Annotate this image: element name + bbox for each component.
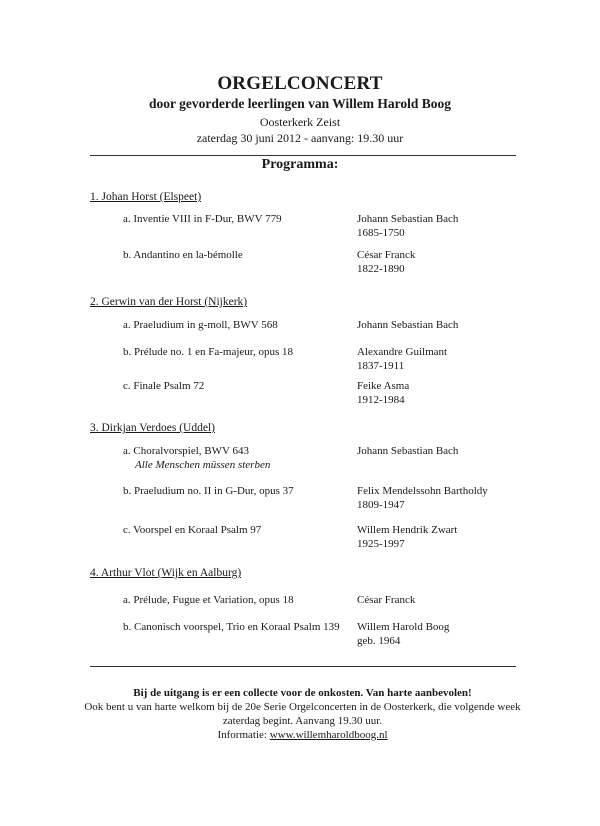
composer-years: 1685-1750: [357, 227, 405, 239]
piece-title: a. Praeludium in g-moll, BWV 568: [123, 319, 278, 331]
venue-text: Oosterkerk Zeist: [259, 115, 341, 129]
piece-title: c. Finale Psalm 72: [123, 380, 205, 392]
composer-years: 1822-1890: [357, 263, 405, 275]
composer-entry: [357, 620, 537, 648]
performer-name: 1. Johan Horst (Elspeet): [90, 191, 202, 203]
date-text: zaterdag 30 juni 2012 - aanvang: 19.30 uur: [196, 131, 404, 145]
info-label: Informatie:: [217, 729, 267, 741]
piece-title: a. Prélude, Fugue et Variation, opus 18: [123, 594, 294, 606]
composer-entry: [357, 212, 537, 240]
composer-name: Feike Asma: [357, 380, 410, 392]
footer: [80, 686, 525, 742]
composer-name: César Franck: [357, 249, 416, 261]
composer-entry: [357, 318, 537, 332]
website-link[interactable]: www.willemharoldboog.nl: [269, 729, 388, 741]
info-line: [80, 728, 525, 742]
piece-title: a. Choralvorspiel, BWV 643: [123, 445, 249, 457]
program-section-3: [90, 422, 530, 550]
composer-entry: [357, 593, 537, 607]
program-section-4: [90, 567, 530, 647]
series-notice: Ook bent u van harte welkom bij de 20e Serie Orgelconcerten in de Oosterkerk, die volgende week zaterdag begint. Aanvang 19.30 uur.: [84, 701, 521, 727]
divider-top: [90, 155, 516, 156]
divider-bottom: [90, 666, 516, 667]
composer-name: Willem Hendrik Zwart: [357, 524, 458, 536]
composer-entry: [357, 379, 537, 407]
piece-title: b. Prélude no. 1 en Fa-majeur, opus 18: [123, 346, 294, 358]
composer-years: 1837-1911: [357, 360, 405, 372]
piece-title: a. Inventie VIII in F-Dur, BWV 779: [123, 213, 282, 225]
composer-years: 1925-1997: [357, 538, 405, 550]
piece-title: b. Praeludium no. II in G-Dur, opus 37: [123, 485, 294, 497]
program-section-2: [90, 296, 530, 406]
composer-name: Johann Sebastian Bach: [357, 319, 459, 331]
composer-entry: [357, 248, 537, 276]
composer-entry: [357, 345, 537, 373]
composer-years: geb. 1964: [357, 635, 401, 647]
composer-name: César Franck: [357, 594, 416, 606]
composer-name: Alexandre Guilmant: [357, 346, 448, 358]
concert-subtitle: door gevorderde leerlingen van Willem Harold Boog: [149, 96, 451, 111]
performer-name: 4. Arthur Vlot (Wijk en Aalburg): [90, 567, 242, 579]
program-section-1: [90, 191, 530, 275]
program-heading: Programma:: [261, 157, 339, 172]
composer-name: Johann Sebastian Bach: [357, 445, 459, 457]
collection-notice: Bij de uitgang is er een collecte voor de onkosten. Van harte aanbevolen!: [133, 687, 472, 699]
concert-title: ORGELCONCERT: [217, 73, 383, 94]
composer-entry: [357, 523, 537, 551]
piece-title: b. Andantino en la-bémolle: [123, 249, 243, 261]
piece-title: c. Voorspel en Koraal Psalm 97: [123, 524, 262, 536]
performer-name: 2. Gerwin van der Horst (Nijkerk): [90, 296, 248, 308]
piece-title-block: [123, 444, 363, 472]
composer-years: 1912-1984: [357, 394, 405, 406]
composer-name: Felix Mendelssohn Bartholdy: [357, 485, 488, 497]
composer-entry: [357, 484, 537, 512]
composer-years: 1809-1947: [357, 499, 405, 511]
composer-entry: [357, 444, 537, 458]
composer-name: Willem Harold Boog: [357, 621, 450, 633]
composer-name: Johann Sebastian Bach: [357, 213, 459, 225]
piece-subtitle: Alle Menschen müssen sterben: [135, 459, 271, 471]
piece-title: b. Canonisch voorspel, Trio en Koraal Psalm 139: [123, 621, 340, 633]
performer-name: 3. Dirkjan Verdoes (Uddel): [90, 422, 215, 434]
